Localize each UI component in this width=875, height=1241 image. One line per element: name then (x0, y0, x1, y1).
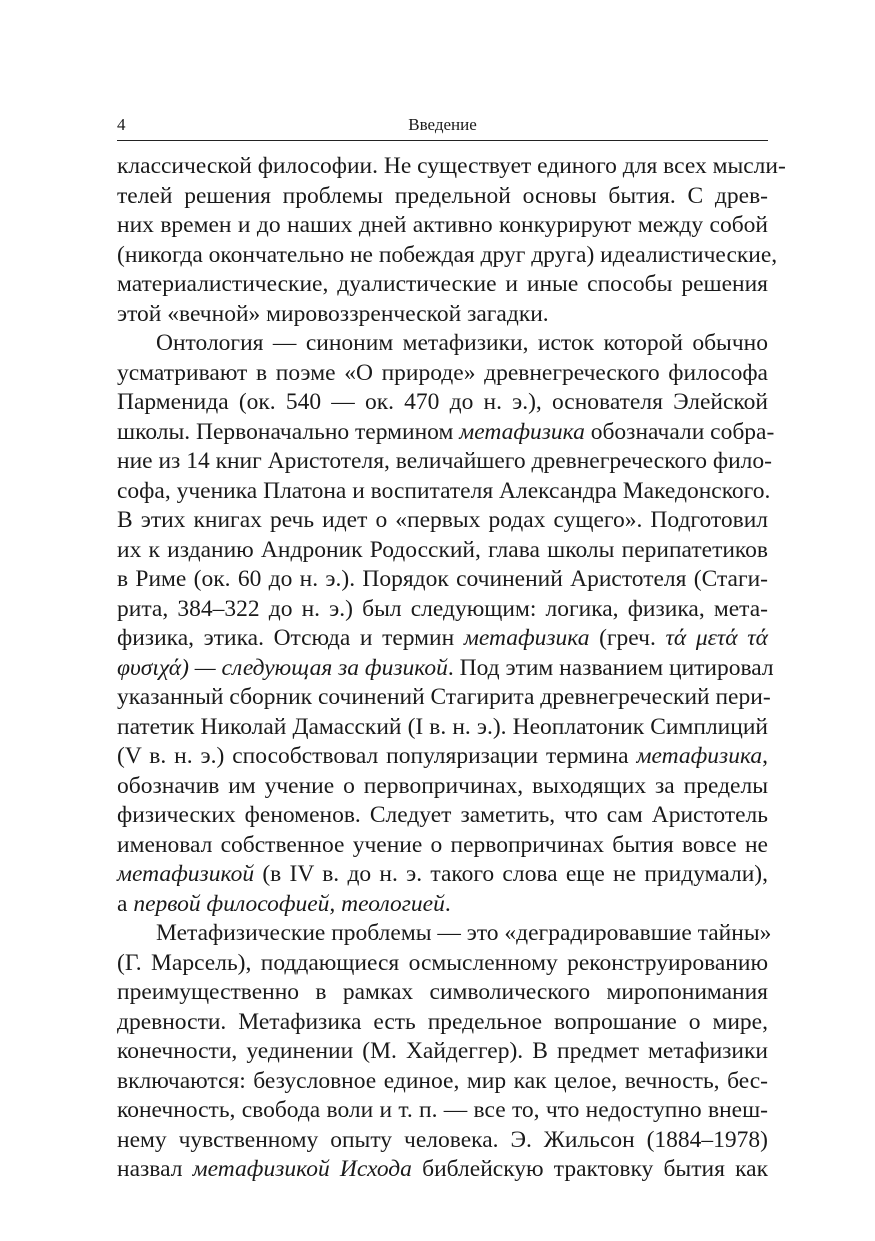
text-line (117, 683, 771, 713)
text-line (117, 152, 786, 182)
text-segment: конечность, свобода воли и т. п. — все то, что недоступно внеш- (117, 1097, 768, 1123)
text-line (117, 742, 768, 772)
text-segment: Парменида (ок. 540 — ок. 470 до н. э.), основателя Элейской (117, 389, 768, 415)
text-segment: этой «вечной» мировоззренческой загадки. (117, 300, 549, 327)
text-line (117, 831, 768, 861)
text-line (117, 772, 768, 802)
text-line (117, 359, 768, 389)
text-line (117, 241, 778, 271)
text-segment: библейскую трактовку бытия как (411, 1156, 768, 1182)
text-segment: (греч. (589, 625, 666, 651)
text-segment: . (444, 890, 451, 917)
text-segment: (V в. н. э.) способствовал популяризации термина (117, 743, 637, 769)
text-segment: (Г. Марсель), поддающиеся осмысленному реконструированию (117, 949, 768, 976)
paragraph (117, 919, 772, 1185)
page-number: 4 (117, 115, 126, 134)
text-segment: усматривают в поэме «О природе» древнегреческого философа (117, 359, 768, 386)
italic-text: метафизикой (117, 861, 255, 887)
text-segment: назвал (117, 1156, 193, 1182)
text-line (117, 182, 768, 212)
text-segment: классической философии. Не существует единого для всех мысли- (117, 153, 786, 179)
paragraph (117, 152, 786, 329)
italic-text: метафизикой Исхода (192, 1156, 412, 1182)
body-text (117, 152, 786, 1185)
text-line (117, 506, 768, 536)
text-line (117, 890, 768, 920)
text-segment: рита, 384–322 до н. э.) был следующим: логика, физика, мета- (117, 595, 768, 622)
text-segment: древности. Метафизика есть предельное вопрошание о мире, (117, 1008, 768, 1035)
text-segment: . Под этим названием цитировал (447, 654, 774, 681)
text-segment: В этих книгах речь идет о «первых родах сущего». Подготовил (117, 507, 768, 533)
italic-text: метафизика (459, 418, 585, 445)
paragraph (117, 329, 775, 919)
text-line (117, 1067, 768, 1097)
text-segment: преимущественно в рамках символического миропонимания (117, 979, 768, 1005)
text-segment: патетик Николай Дамасский (I в. н. э.). Неоплатоник Симплиций (117, 713, 768, 740)
text-segment: ние из 14 книг Аристотеля, величайшего древнегреческого фило- (117, 448, 772, 474)
text-line (117, 654, 774, 684)
text-segment: Метафизические проблемы — это «деградировавшие тайны» (156, 920, 772, 946)
text-line (117, 477, 771, 507)
text-segment: телей решения проблемы предельной основы бытия. С древ- (117, 182, 768, 209)
italic-text: τά μετά τά (665, 625, 768, 651)
text-line (117, 978, 768, 1008)
text-line (117, 418, 775, 448)
italic-text: первой философией, теологией (133, 890, 445, 917)
text-line (117, 565, 768, 595)
italic-text: метафизика (636, 743, 763, 769)
text-line (117, 1155, 768, 1185)
running-head (117, 114, 768, 141)
text-line (117, 860, 768, 890)
chapter-title: Введение (408, 115, 477, 134)
text-segment: физических феноменов. Следует заметить, что сам Аристотель (117, 802, 768, 828)
text-segment: (в IV в. до н. э. такого слова еще не придумали), (254, 861, 768, 887)
text-line (117, 801, 768, 831)
text-line (117, 1037, 768, 1067)
text-segment: обозначив им учение о первопричинах, выходящих за пределы (117, 772, 768, 799)
text-segment: обозначали собра- (584, 418, 775, 445)
text-segment: конечности, уединении (М. Хайдеггер). В предмет метафизики (117, 1038, 768, 1064)
text-line (117, 211, 768, 241)
text-line (117, 447, 772, 477)
text-segment: нему чувственному опыту человека. Э. Жильсон (1884–1978) (117, 1126, 768, 1153)
text-line (117, 1008, 768, 1038)
text-segment: а (117, 890, 134, 917)
text-line (117, 536, 768, 566)
text-line (117, 949, 768, 979)
text-line (117, 270, 768, 300)
text-line (117, 919, 772, 949)
text-segment: в Риме (ок. 60 до н. э.). Порядок сочинений Аристотеля (Стаги- (117, 566, 768, 592)
text-segment: школы. Первоначально термином (117, 418, 460, 445)
text-segment: включаются: безусловное единое, мир как целое, вечность, бес- (117, 1067, 768, 1094)
text-line (117, 624, 768, 654)
text-segment: (никогда окончательно не побеждая друг друга) идеалистические, (117, 241, 778, 268)
text-line (117, 1096, 768, 1126)
text-segment: , (762, 743, 768, 769)
text-segment: материалистические, дуалистические и иные способы решения (117, 271, 768, 297)
text-line (117, 329, 768, 359)
italic-text: метафизика (463, 625, 590, 651)
text-segment: физика, этика. Отсюда и термин (117, 625, 464, 651)
text-line (117, 713, 768, 743)
text-segment: них времен и до наших дней активно конкурируют между собой (117, 212, 768, 238)
text-segment: Онтология — синоним метафизики, исток которой обычно (156, 330, 768, 356)
text-line (117, 300, 768, 330)
text-line (117, 595, 768, 625)
text-line (117, 388, 768, 418)
text-segment: указанный сборник сочинений Стагирита древнегреческий пери- (117, 684, 771, 710)
text-segment: именовал собственное учение о первопричинах бытия вовсе не (117, 831, 768, 858)
text-segment: их к изданию Андроник Родосский, глава школы перипатетиков (117, 536, 768, 563)
italic-text: φυσιχά) — следующая за физикой (117, 654, 448, 681)
text-line (117, 1126, 768, 1156)
text-segment: софа, ученика Платона и воспитателя Александра Македонского. (117, 477, 771, 504)
